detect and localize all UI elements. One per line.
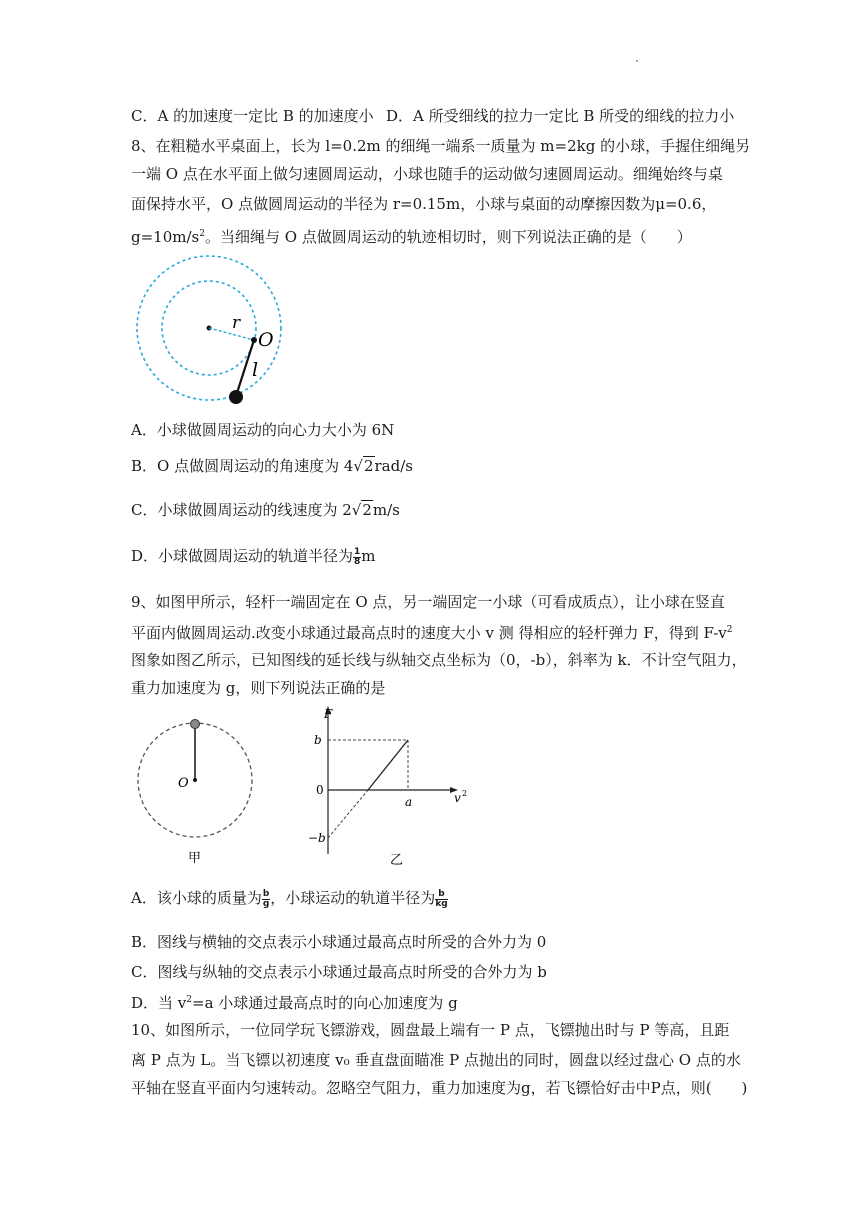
header-mark bbox=[636, 60, 638, 62]
tick-neg-b: −b bbox=[308, 831, 326, 845]
q9-line2-sup: 2 bbox=[726, 625, 733, 635]
frac-num: b bbox=[435, 890, 447, 900]
tick-a: a bbox=[405, 795, 413, 809]
sqrt-symbol: √2 bbox=[351, 501, 372, 519]
label-l: l bbox=[252, 359, 259, 381]
q9-stem-line3: 图象如图乙所示，已知图线的延长线与纵轴交点坐标为（0，-b），斜率为 k．不计空气阻力， bbox=[131, 651, 747, 669]
q8-line4-g: g=10m/s bbox=[131, 228, 200, 246]
q9-option-d-sup: 2 bbox=[186, 995, 193, 1005]
label-v-sup: 2 bbox=[462, 789, 468, 798]
q10-stem-line2: 离 P 点为 L。当飞镖以初速度 v₀ 垂直盘面瞄准 P 点抛出的同时，圆盘以经过盘心 O 点的水 bbox=[131, 1051, 741, 1069]
frac-den: 8 bbox=[354, 556, 361, 567]
q8-stem-line3: 面保持水平，O 点做圆周运动的半径为 r=0.15m，小球与桌面的动摩擦因数为μ=0.6， bbox=[131, 195, 717, 213]
frac-num: 1 bbox=[354, 546, 361, 557]
q10-stem-line3: 平轴在竖直平面内匀速转动。忽略空气阻力，重力加速度为g，若飞镖恰好击中P点，则( ) bbox=[131, 1079, 748, 1097]
q8-option-d-pre: D．小球做圆周运动的轨道半径为 bbox=[131, 547, 354, 565]
label-f: F bbox=[324, 707, 333, 721]
q9-option-d bbox=[131, 990, 458, 1013]
q8-option-b-pre: B．O 点做圆周运动的角速度为 4 bbox=[131, 457, 354, 475]
q8-option-c-rad: 2 bbox=[362, 501, 372, 519]
frac-den: kg bbox=[435, 898, 448, 909]
q8-stem-line1: 8、在粗糙水平桌面上，长为 l=0.2m 的细绳一端系一质量为 m=2kg 的小球，手握住细绳另 bbox=[131, 137, 751, 155]
q7-option-c: C．A 的加速度一定比 B 的加速度小 bbox=[131, 107, 374, 125]
frac-den: g bbox=[262, 898, 270, 909]
ball bbox=[191, 720, 200, 729]
label-o: O bbox=[258, 329, 274, 351]
label-o: O bbox=[178, 776, 189, 791]
tick-0: 0 bbox=[316, 783, 324, 797]
q9-option-a-mid: ，小球运动的轨道半径为 bbox=[270, 889, 436, 907]
q9-line2-text: 平面内做圆周运动.改变小球通过最高点时的速度大小 v 测 得相应的轻杆弹力 F，得到 F-v bbox=[131, 624, 727, 642]
q9-stem-line1: 9、如图甲所示，轻杆一端固定在 O 点，另一端固定一小球（可看成质点），让小球在竖直 bbox=[131, 593, 725, 611]
caption-jia: 甲 bbox=[188, 851, 202, 866]
label-r: r bbox=[232, 313, 241, 333]
sqrt-symbol: √2 bbox=[353, 457, 374, 475]
q9-option-a bbox=[131, 888, 448, 909]
q9-figure-jia bbox=[130, 712, 270, 872]
q8-option-b bbox=[131, 456, 413, 476]
ball bbox=[229, 390, 243, 404]
q7-option-d: D．A 所受细线的拉力一定比 B 所受的细线的拉力小 bbox=[386, 107, 735, 125]
q9-option-a-frac2 bbox=[435, 890, 447, 909]
q8-option-c bbox=[131, 500, 400, 520]
tick-b: b bbox=[314, 733, 322, 747]
pivot-o bbox=[193, 778, 197, 782]
q10-stem-line1: 10、如图所示，一位同学玩飞镖游戏，圆盘最上端有一 P 点，飞镖抛出时与 P 等高，且距 bbox=[131, 1021, 730, 1039]
q8-stem-line4 bbox=[131, 224, 692, 247]
label-v: v bbox=[454, 791, 461, 805]
q8-line4-sup: 2 bbox=[199, 229, 205, 239]
q8-option-c-pre: C．小球做圆周运动的线速度为 2 bbox=[131, 501, 352, 519]
q9-option-d-pre: D．当 v bbox=[131, 994, 187, 1012]
q9-stem-line4: 重力加速度为 g，则下列说法正确的是 bbox=[131, 679, 386, 697]
q8-stem-line2: 一端 O 点在水平面上做匀速圆周运动，小球也随手的运动做匀速圆周运动。细绳始终与桌 bbox=[131, 165, 723, 183]
caption-yi: 乙 bbox=[390, 853, 404, 868]
q8-circle-figure bbox=[130, 248, 290, 408]
q8-option-a: A．小球做圆周运动的向心力大小为 6N bbox=[131, 421, 395, 439]
q8-option-b-post: rad/s bbox=[374, 457, 413, 475]
q8-option-b-rad: 2 bbox=[363, 457, 374, 475]
q9-option-c: C．图线与纵轴的交点表示小球通过最高点时所受的合外力为 b bbox=[131, 963, 547, 981]
q8-option-c-post: m/s bbox=[372, 501, 400, 519]
q8-option-d bbox=[131, 546, 376, 567]
extension-line bbox=[328, 790, 368, 838]
q9-stem-line2 bbox=[131, 620, 733, 643]
graph-line bbox=[368, 740, 408, 790]
q8-line4-rest: 。当细绳与 O 点做圆周运动的轨迹相切时，则下列说法正确的是（ ） bbox=[204, 228, 692, 246]
q9-figure-yi bbox=[306, 704, 486, 874]
q9-option-d-post: =a 小球通过最高点时的向心加速度为 g bbox=[192, 994, 458, 1012]
q9-option-a-pre: A．该小球的质量为 bbox=[131, 889, 262, 907]
frac-num: b bbox=[262, 888, 270, 899]
q8-option-d-post: m bbox=[361, 547, 376, 565]
q9-option-b: B．图线与横轴的交点表示小球通过最高点时所受的合外力为 0 bbox=[131, 933, 547, 951]
